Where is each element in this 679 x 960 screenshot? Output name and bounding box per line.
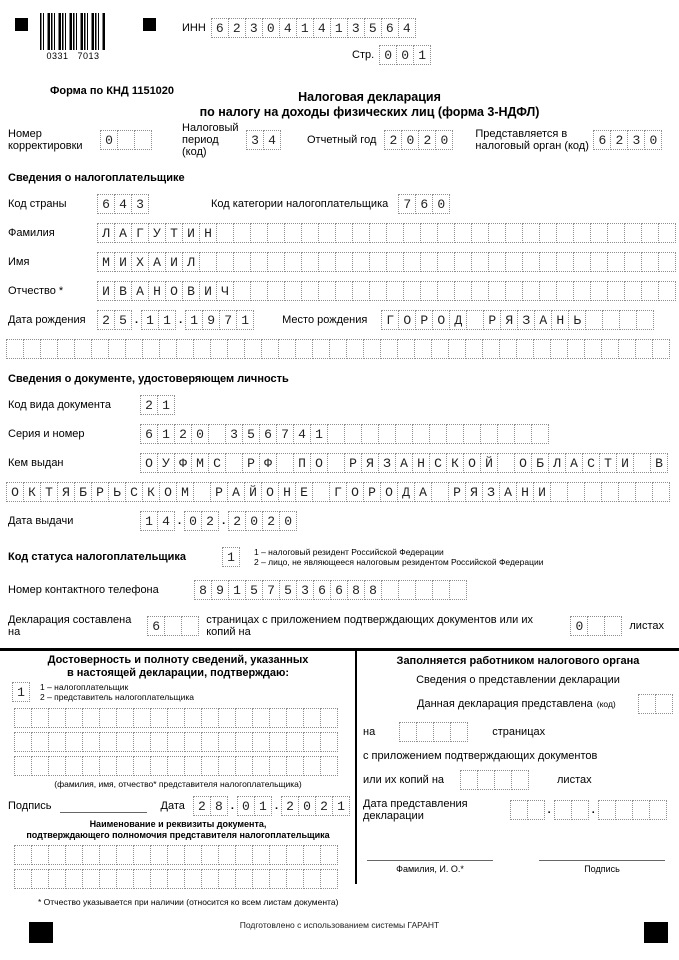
birthplace-continuation-field[interactable]: [6, 339, 670, 359]
report-year-label: Отчетный год: [307, 134, 377, 146]
birthplace-continuation-row: [6, 339, 671, 359]
form-title: [60, 90, 679, 120]
birthdate-label: Дата рождения: [8, 314, 86, 326]
confirmation-note-2: 2 – представитель налогоплательщика: [40, 692, 194, 702]
status-code-label: Код статуса налогоплательщика: [8, 551, 187, 563]
official-attachments-row: [363, 750, 673, 762]
official-subtitle: Сведения о представлении декларации: [416, 674, 620, 686]
date-label: Дата: [160, 800, 185, 812]
doc-issue-date-field[interactable]: 1 4 . 0 2 . 2 0 2 0: [140, 511, 297, 531]
signature-date-row: [8, 796, 350, 816]
registration-mark-icon: [143, 18, 156, 31]
copies-count-field[interactable]: 0: [570, 616, 622, 636]
representative-name-row: [14, 756, 350, 776]
doc-kind-label: Код вида документа: [8, 399, 111, 411]
confirmation-column: [0, 651, 357, 884]
pages-text-2: страницах с приложением подтверждающих документов или их копий на: [206, 614, 533, 638]
pages-text-3: листах: [629, 620, 664, 632]
official-signature-line[interactable]: [539, 860, 665, 861]
doc-series-field[interactable]: 6 1 2 0 3 5 6 7 4 1: [140, 424, 549, 444]
authority-document-row: [14, 845, 350, 865]
taxpayer-category-label: Код категории налогоплательщика: [211, 198, 389, 210]
confirmation-code-row: [12, 682, 350, 702]
country-code-label: Код страны: [8, 198, 67, 210]
confirmation-notes: [40, 682, 194, 702]
firstname-label: Имя: [8, 256, 30, 268]
taxpayer-section-title: Сведения о налогоплательщике: [8, 172, 185, 184]
official-date-row: [363, 798, 673, 822]
signature-label: Подпись: [8, 800, 52, 812]
authority-document-field-2[interactable]: [14, 869, 338, 889]
official-signature: [539, 860, 665, 874]
authority-document-caption-line1: Наименование и реквизиты документа,: [89, 819, 267, 829]
signature-block: [0, 648, 679, 884]
representative-name-row: [14, 708, 350, 728]
pages-count-field[interactable]: 6: [147, 616, 199, 636]
confirmation-title-line2: в настоящей декларации, подтверждаю:: [66, 667, 290, 679]
representative-name-field-2[interactable]: [14, 732, 338, 752]
official-pages-field[interactable]: [399, 722, 468, 742]
pages-count-row: [8, 614, 671, 638]
phone-row: [8, 580, 671, 600]
firstname-row: [8, 252, 671, 272]
taxpayer-category-field[interactable]: 7 6 0: [398, 194, 450, 214]
status-row: [8, 547, 671, 567]
phone-label: Номер контактного телефона: [8, 584, 159, 596]
official-date-field[interactable]: . .: [510, 800, 667, 820]
doc-kind-field[interactable]: 2 1: [140, 395, 175, 415]
confirmation-title: [6, 654, 350, 680]
patronymic-field[interactable]: И В А Н О В И Ч: [97, 281, 676, 301]
form-code: Форма по КНД 1151020: [50, 85, 175, 97]
official-on-label: на: [363, 726, 376, 738]
official-copies-field[interactable]: [460, 770, 529, 790]
doc-issue-date-row: [8, 511, 671, 531]
barcode-number: 0331 7013: [46, 51, 100, 61]
doc-issuer-label: Кем выдан: [8, 457, 64, 469]
patronymic-label: Отчество *: [8, 285, 64, 297]
doc-issuer-field-line1[interactable]: О У Ф М С Р Ф П О Р Я З А Н С К О Й О Б Л А С Т И В: [140, 453, 668, 473]
authority-document-field-1[interactable]: [14, 845, 338, 865]
surname-label: Фамилия: [8, 227, 55, 239]
official-column: [357, 651, 679, 884]
doc-issuer-row: [8, 453, 671, 473]
status-note-1: 1 – налоговый резидент Российской Федерации: [254, 547, 444, 557]
tax-period-field[interactable]: 3 4: [246, 130, 281, 150]
official-copies-label: или их копий на: [363, 774, 445, 786]
official-submitted-row: [363, 694, 673, 714]
doc-issue-date-label: Дата выдачи: [8, 515, 74, 527]
official-copies-row: [363, 770, 673, 790]
representative-name-caption: (фамилия, имя, отчество* представителя налогоплательщика): [54, 779, 302, 789]
surname-row: [8, 223, 671, 243]
firstname-field[interactable]: М И Х А И Л: [97, 252, 676, 272]
registration-mark-icon: [29, 922, 53, 943]
country-row: [8, 194, 671, 214]
official-signature-label: Подпись: [584, 864, 620, 874]
official-attachments-label: с приложением подтверждающих документов: [363, 750, 598, 762]
authority-document-caption: [6, 819, 350, 841]
signature-line[interactable]: [60, 799, 147, 813]
status-note-2: 2 – лицо, не являющееся налоговым резидентом Российской Федерации: [254, 557, 544, 567]
page-number-field[interactable]: 0 0 1: [379, 45, 431, 65]
birthplace-label: Место рождения: [282, 314, 368, 326]
doc-kind-row: [8, 395, 671, 415]
official-sheets-label: листах: [557, 774, 592, 786]
doc-issuer-continuation-row: [6, 482, 671, 502]
official-code-label: (код): [596, 699, 616, 709]
patronymic-row: [8, 281, 671, 301]
confirmation-title-line1: Достоверность и полноту сведений, указанных: [47, 654, 309, 666]
report-year-field[interactable]: 2 0 2 0: [384, 130, 453, 150]
official-title: Заполняется работником налогового органа: [396, 655, 640, 667]
inn-label: ИНН: [182, 22, 206, 34]
official-fio-label: Фамилия, И. О.*: [396, 864, 464, 874]
official-pages-row: [363, 722, 673, 742]
phone-field[interactable]: 8 9 1 5 7 5 3 6 6 8 8: [194, 580, 467, 600]
barcode: [40, 13, 106, 50]
authority-document-caption-line2: подтверждающего полномочия представителя налогоплательщика: [26, 830, 330, 840]
representative-name-field-3[interactable]: [14, 756, 338, 776]
registration-mark-icon: [15, 18, 28, 31]
inn-field[interactable]: 6 2 3 0 4 1 4 1 3 5 6 4: [211, 18, 416, 38]
official-date-label: [363, 798, 468, 822]
registration-mark-icon: [644, 922, 668, 943]
patronymic-footnote: * Отчество указывается при наличии (относится ко всем листам документа): [38, 897, 339, 907]
representative-name-field-1[interactable]: [14, 708, 338, 728]
official-pages-label: страницах: [492, 726, 546, 738]
confirmation-code-field[interactable]: 1: [12, 682, 30, 702]
tax-authority-field[interactable]: 6 2 3 0: [593, 130, 662, 150]
correction-number-field[interactable]: 0: [100, 130, 152, 150]
surname-field[interactable]: Л А Г У Т И Н: [97, 223, 676, 243]
status-notes: [254, 547, 543, 567]
doc-series-row: [8, 424, 671, 444]
official-signature-row: [367, 860, 665, 874]
birth-row: [8, 310, 671, 330]
form-title-line1: Налоговая декларация: [298, 90, 441, 104]
tax-period-label: Налоговый период (код): [182, 122, 239, 158]
status-code-field[interactable]: 1: [222, 547, 240, 567]
tax-authority-label: Представляется в налоговый орган (код): [475, 128, 589, 152]
signature-date-field[interactable]: 2 8 . 0 1 . 2 0 2 1: [193, 796, 350, 816]
official-fio-line[interactable]: [367, 860, 493, 861]
official-submitted-code-field[interactable]: [638, 694, 673, 714]
country-code-field[interactable]: 6 4 3: [97, 194, 149, 214]
official-date-label-line1: Дата представления: [363, 798, 468, 810]
doc-series-label: Серия и номер: [8, 428, 85, 440]
form-title-line2: по налогу на доходы физических лиц (форма 3-НДФЛ): [199, 105, 540, 119]
birthplace-field[interactable]: Г О Р О Д Р Я З А Н Ь: [381, 310, 654, 330]
official-date-label-line2: декларации: [363, 810, 424, 822]
official-fio-signature: [367, 860, 493, 874]
correction-number-label: Номер корректировки: [8, 128, 83, 152]
document-section-title: Сведения о документе, удостоверяющем личность: [8, 373, 289, 385]
doc-issuer-field-line2[interactable]: О К Т Я Б Р Ь С К О М Р А Й О Н Е Г О Р О Д А Р Я З А Н И: [6, 482, 670, 502]
prepared-with-note: Подготовлено с использованием системы ГАРАНТ: [239, 920, 440, 930]
representative-name-row: [14, 732, 350, 752]
official-submitted-label: Данная декларация представлена: [417, 698, 593, 710]
authority-document-row: [14, 869, 350, 889]
birthdate-field[interactable]: 2 5 . 1 1 . 1 9 7 1: [97, 310, 254, 330]
pages-text-1: Декларация составлена на: [8, 614, 132, 638]
top-fields-row: [8, 122, 671, 158]
confirmation-note-1: 1 – налогоплательщик: [40, 682, 129, 692]
page-header: [0, 0, 679, 122]
page-number-label: Стр.: [352, 49, 375, 61]
